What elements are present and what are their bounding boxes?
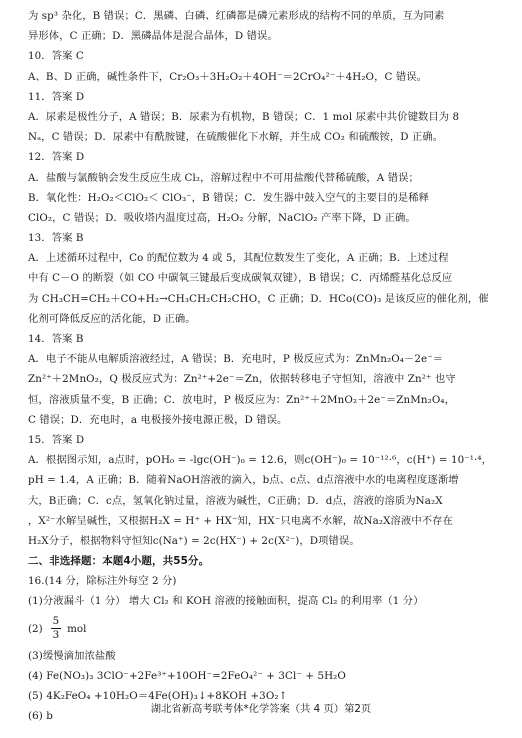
- text-line: ，X²⁻水解呈碱性，又根据H₂X = H⁺ + HX⁻知，HX⁻只电离不水解，故Na₂X溶液中不存在: [28, 514, 453, 527]
- answer-page: [28, 6, 502, 726]
- q16-part-5: (5) 4K₂FeO₄ +10H₂O＝4Fe(OH)₃↓+8KOH +3O₂↑: [28, 690, 288, 702]
- answer-heading: 14．答案 B: [28, 333, 84, 345]
- text-line: Nₐ，C 错误；D．尿素中有酰胺键，在硫酸催化下水解，并生成 CO₂ 和硫酸铵，D 正确。: [28, 131, 444, 144]
- text-line: 中有 C－O 的断裂（如 CO 中碳氧三键最后变成碳氧双键），B 错误；C．丙烯醛基化总反应: [28, 272, 453, 285]
- text-line: H₂X分子，根据物料守恒知c(Na⁺) = 2c(HX⁻) + 2c(X²⁻)，D项错误。: [28, 534, 360, 547]
- text-line: 大，B正确；C．c点，氢氧化钠过量，溶液为碱性，C正确；D．d点，溶液的溶质为Na₂X: [28, 494, 443, 507]
- q16-part-2: [28, 612, 502, 646]
- fraction: [51, 615, 62, 642]
- text-line: ClO₂，C 错误；D．吸收塔内温度过高，H₂O₂ 分解，NaClO₂ 产率下降，D 正确。: [28, 211, 416, 224]
- answer-heading: 13．答案 B: [28, 232, 84, 245]
- q16-header: 16.(14 分，除标注外每空 2 分): [28, 575, 177, 588]
- text-line: Zn²⁺＋2MnO₂，Q 极反应式为：Zn²⁺+2e⁻＝Zn，依据转移电子守恒知，溶液中 Zn²⁺ 也守: [28, 373, 456, 386]
- text-line: B．氧化性：H₂O₂＜ClO₂＜ ClO₃⁻，B 错误；C．发生器中鼓入空气的主要目的是稀释: [28, 191, 430, 204]
- text-line: A．尿素是极性分子，A 错误；B．尿素为有机物，B 错误；C．1 mol 尿素中共价键数目为 8: [28, 110, 460, 123]
- q16-part-3: (3)缓慢滴加浓盐酸: [28, 649, 116, 662]
- text-line: A．根据图示知，a点时，pOH₀ = -lgc(OH⁻)₀ = 12.6，则c(OH⁻)₀ = 10⁻¹²·⁶，c(H⁺) = 10⁻¹·⁴，: [28, 454, 493, 467]
- fraction-numerator: 5: [52, 615, 60, 628]
- text-line: C 错误；D．充电时，a 电极接外接电源正极，D 错误。: [28, 413, 288, 426]
- answer-heading: 11．答案 D: [28, 90, 85, 103]
- q16-part-2-label: (2): [28, 622, 43, 635]
- text-line: 为 sp³ 杂化，B 错误；C．黑磷、白磷、红磷都是磷元素形成的结构不同的单质，互为同素: [28, 10, 445, 22]
- text-line: A．盐酸与氯酸钠会发生反应生成 Cl₂，溶解过程中不可用盐酸代替稀硫酸，A 错误；: [28, 171, 419, 184]
- answer-heading: 15．答案 D: [28, 433, 85, 446]
- page-footer: 湖北省新高考联考体*化学答案（共 4 页）第2页: [150, 703, 372, 715]
- text-line: A．电子不能从电解质溶液经过，A 错误；B．充电时，P 极反应式为：ZnMn₂O₄－2e⁻＝: [28, 353, 444, 366]
- text-line: A．上述循环过程中，Co 的配位数为 4 或 5，其配位数发生了变化，A 正确；B．上述过程: [28, 252, 449, 265]
- text-line: 恒，溶液质量不变，B 正确；C．放电时，P 极反应为：Zn²⁺＋2MnO₂＋2e⁻＝ZnMn₂O₄，: [28, 393, 456, 406]
- text-line: 异形体，C 正确；D．黑磷晶体是混合晶体，D 错误。: [28, 30, 278, 43]
- q16-part-6: (6) b: [28, 710, 53, 723]
- text-line: 化剂可降低反应的活化能，D 正确。: [28, 312, 196, 325]
- text-line: pH = 1.4，A 正确；B．随着NaOH溶液的滴入，b点、c点、d点溶液中水的电离程度逐渐增: [28, 474, 459, 487]
- answer-heading: 12．答案 D: [28, 151, 85, 164]
- text-line: A、B、D 正确，碱性条件下，Cr₂O₃＋3H₂O₂＋4OH⁻＝2CrO₄²⁻＋4H₂O，C 错误。: [28, 70, 428, 83]
- fraction-denominator: 3: [52, 629, 60, 642]
- section-heading: 二、非选择题：本题4小题，共55分。: [28, 555, 210, 568]
- answer-heading: 10．答案 C: [28, 50, 84, 63]
- q16-part-2-unit: mol: [67, 622, 87, 635]
- text-line: 为 CH₃CH=CH₂＋CO+H₂→CH₃CH₂CH₂CHO，C 正确；D．HCo(CO)₃ 是该反应的催化剂，催: [28, 292, 489, 305]
- q16-part-4: (4) Fe(NO₃)₃ 3ClO⁻+2Fe³⁺+10OH⁻=2FeO₄²⁻ + 3Cl⁻ + 5H₂O: [28, 669, 346, 682]
- q16-part-1: (1)分液漏斗（1 分） 增大 Cl₂ 和 KOH 溶液的接触面积，提高 Cl₂ 的利用率（1 分）: [28, 595, 424, 608]
